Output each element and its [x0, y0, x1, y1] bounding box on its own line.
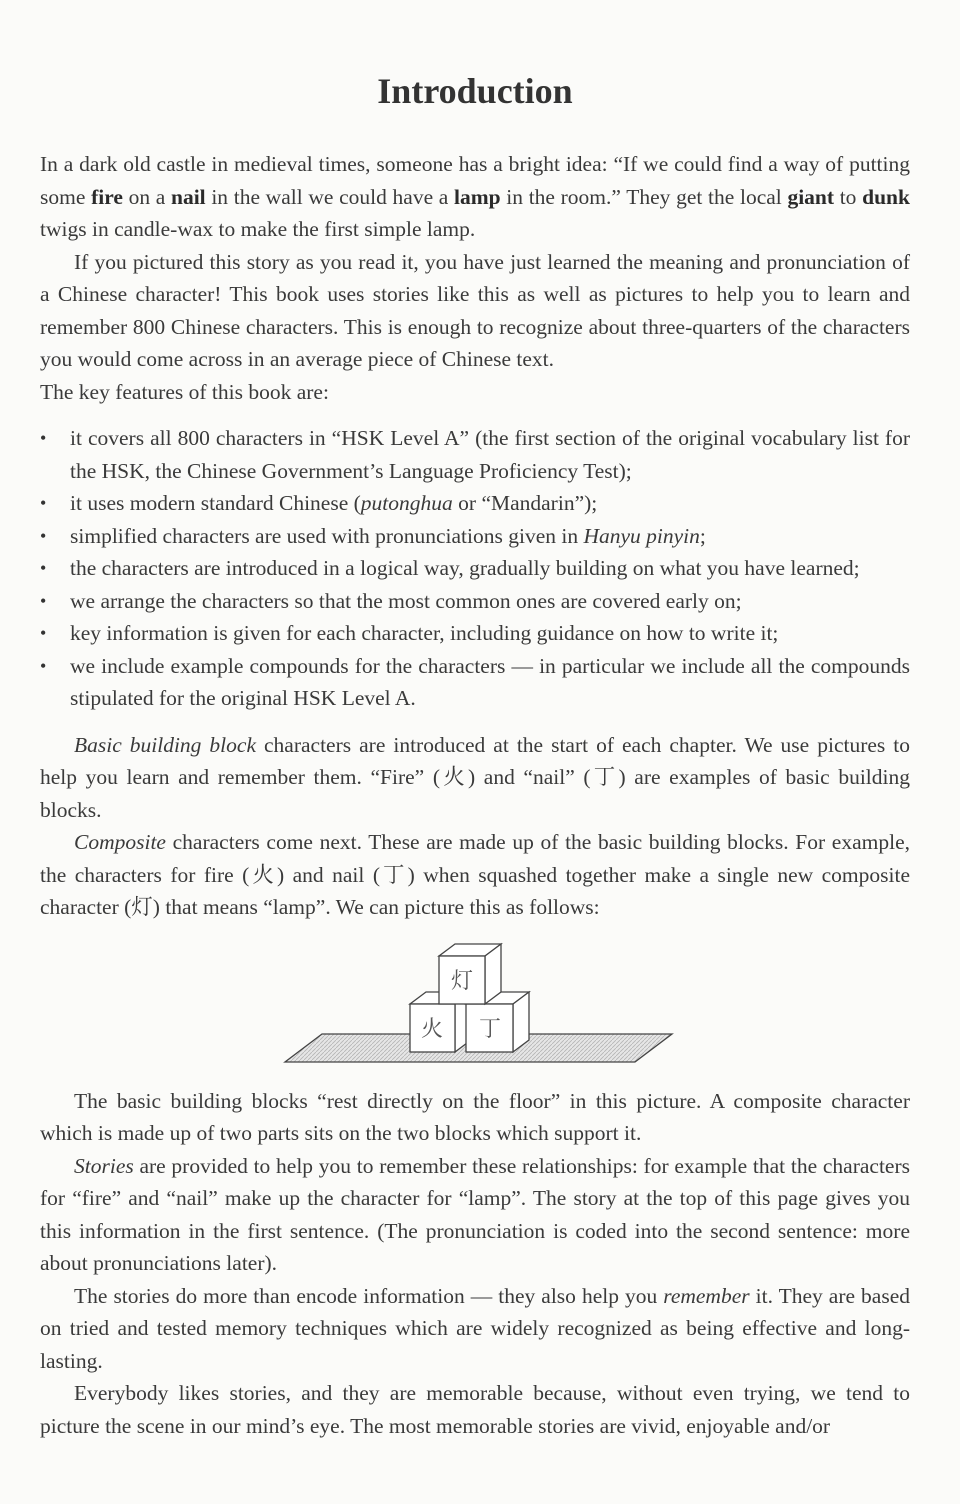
- building-blocks-diagram: [0, 932, 960, 1072]
- paragraph-pictured-story: If you pictured this story as you read it, you have just learned the meaning and pronunciation of a Chinese character! This book uses stories like this as well as pictures to help you to learn and remember 800 Chinese characters. This is enough to recognize about three-quarters of the characters you would come across in an average piece of Chinese text.: [40, 249, 910, 371]
- bullet-icon: •: [40, 623, 47, 643]
- paragraph-rest-on-floor: The basic building blocks “rest directly on the floor” in this picture. A composite character which is made up of two parts sits on the two blocks which support it.: [40, 1088, 910, 1145]
- block-fire-label: 火: [420, 1016, 444, 1042]
- bullet-icon: •: [40, 655, 47, 676]
- feature-item: • simplified characters are used with pronunciations given in Hanyu pinyin;: [40, 520, 910, 553]
- paragraph-stories: Stories are provided to help you to remember these relationships: for example that the characters for “fire” and “nail” make up the character for “lamp”. The story at the top of this page gives you this information in the first sentence. (The pronunciation is coded into the second sentence: more about pronunciations later).: [40, 1153, 910, 1275]
- paragraph-basic-building-blocks: Basic building block characters are introduced at the start of each chapter. We use pictures to help you learn and remember them. “Fire” (火) and “nail” (丁) are examples of basic building blocks.: [40, 732, 911, 822]
- page-title: Introduction: [377, 71, 573, 111]
- intro-story-paragraph: In a dark old castle in medieval times, someone has a bright idea: “If we could find a way of putting some fire on a nail in the wall we could have a lamp in the room.” They get the local giant to dunk twigs in candle-wax to make the first simple lamp.: [40, 152, 910, 241]
- feature-item: • key information is given for each character, including guidance on how to write it;: [40, 617, 910, 650]
- bullet-icon: •: [40, 590, 47, 611]
- paragraph-key-features-heading: The key features of this book are:: [40, 379, 329, 404]
- paragraph-encode-information: The stories do more than encode information — they also help you remember it. They are based on tried and tested memory techniques which are widely recognized as being effective and long-lasting.: [40, 1283, 910, 1373]
- paragraph-composite: Composite characters come next. These are made up of the basic building blocks. For example, the characters for fire (火) and nail (丁) when squashed together make a single new composite character (灯) that means “lamp”. We can picture this as follows:: [40, 830, 910, 919]
- bullet-icon: •: [40, 525, 47, 546]
- feature-list: [40, 422, 910, 715]
- feature-item: • it covers all 800 characters in “HSK Level A” (the first section of the original vocabulary list for the HSK, the Chinese Government’s Language Proficiency Test);: [40, 422, 910, 487]
- bullet-icon: •: [40, 493, 47, 513]
- block-lamp-label: 灯: [450, 968, 474, 994]
- block-nail-label: 丁: [478, 1016, 502, 1042]
- feature-item: • we include example compounds for the characters — in particular we include all the compounds stipulated for the original HSK Level A.: [40, 650, 910, 715]
- bullet-icon: •: [40, 428, 47, 448]
- feature-item: • the characters are introduced in a logical way, gradually building on what you have learned;: [40, 552, 910, 585]
- paragraph-everybody-likes-stories: Everybody likes stories, and they are memorable because, without even trying, we tend to picture the scene in our mind’s eye. The most memorable stories are vivid, enjoyable and/or: [40, 1381, 910, 1438]
- bullet-icon: •: [40, 558, 47, 578]
- feature-item: • we arrange the characters so that the most common ones are covered early on;: [40, 585, 910, 618]
- feature-item: • it uses modern standard Chinese (putonghua or “Mandarin”);: [40, 487, 910, 520]
- block-lamp: [439, 944, 501, 1004]
